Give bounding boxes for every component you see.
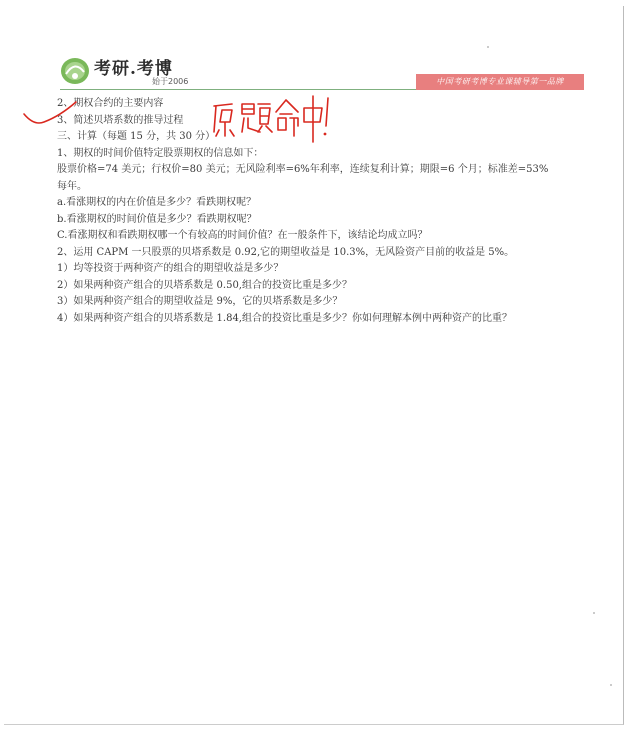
- text-line: 4）如果两种资产组合的贝塔系数是 1.84,组合的投资比重是多少？你如何理解本例中两种资产的比重？: [57, 312, 512, 324]
- text-line: b.看涨期权的时间价值是多少？看跌期权呢？: [57, 213, 257, 225]
- text-line: 股票价格=74 美元；行权价=80 美元；无风险利率=6%年利率，连续复利计算；期限=6 个月；标准差=53%: [57, 164, 549, 175]
- document-body: [57, 96, 582, 327]
- text-line: 三、计算（每题 15 分，共 30 分）: [57, 131, 216, 142]
- logo-badge-icon: [60, 56, 90, 86]
- scan-speck: [593, 612, 595, 614]
- text-line: 3、简述贝塔系数的推导过程: [57, 114, 184, 126]
- header-rule: [60, 89, 416, 90]
- text-line: 2）如果两种资产组合的贝塔系数是 0.50,组合的投资比重是多少？: [57, 279, 352, 291]
- page-header: [60, 52, 580, 92]
- text-line: 2、运用 CAPM 一只股票的贝塔系数是 0.92,它的期望收益是 10.3%，无风险资产目前的收益是 5%。: [57, 246, 515, 258]
- text-line: 1、期权的时间价值特定股票期权的信息如下：: [57, 147, 264, 159]
- text-line: a.看涨期权的内在价值是多少？看跌期权呢？: [57, 197, 257, 208]
- scan-speck: [487, 46, 489, 48]
- text-line: C.看涨期权和看跌期权哪一个有较高的时间价值？在一般条件下，该结论均成立吗？: [57, 230, 428, 241]
- logo-subtitle: 始于2006: [152, 77, 189, 86]
- text-line: 1）均等投资于两种资产的组合的期望收益是多少？: [57, 263, 284, 274]
- text-line: 每年。: [57, 180, 87, 192]
- text-line: 2、期权合约的主要内容: [57, 98, 164, 109]
- slogan-banner: 中国考研考博专业课辅导第一品牌: [416, 74, 584, 90]
- text-line: 3）如果两种资产组合的期望收益是 9%，它的贝塔系数是多少？: [57, 296, 343, 307]
- logo-title: 考研.考博: [94, 59, 173, 79]
- scan-speck: [610, 684, 612, 686]
